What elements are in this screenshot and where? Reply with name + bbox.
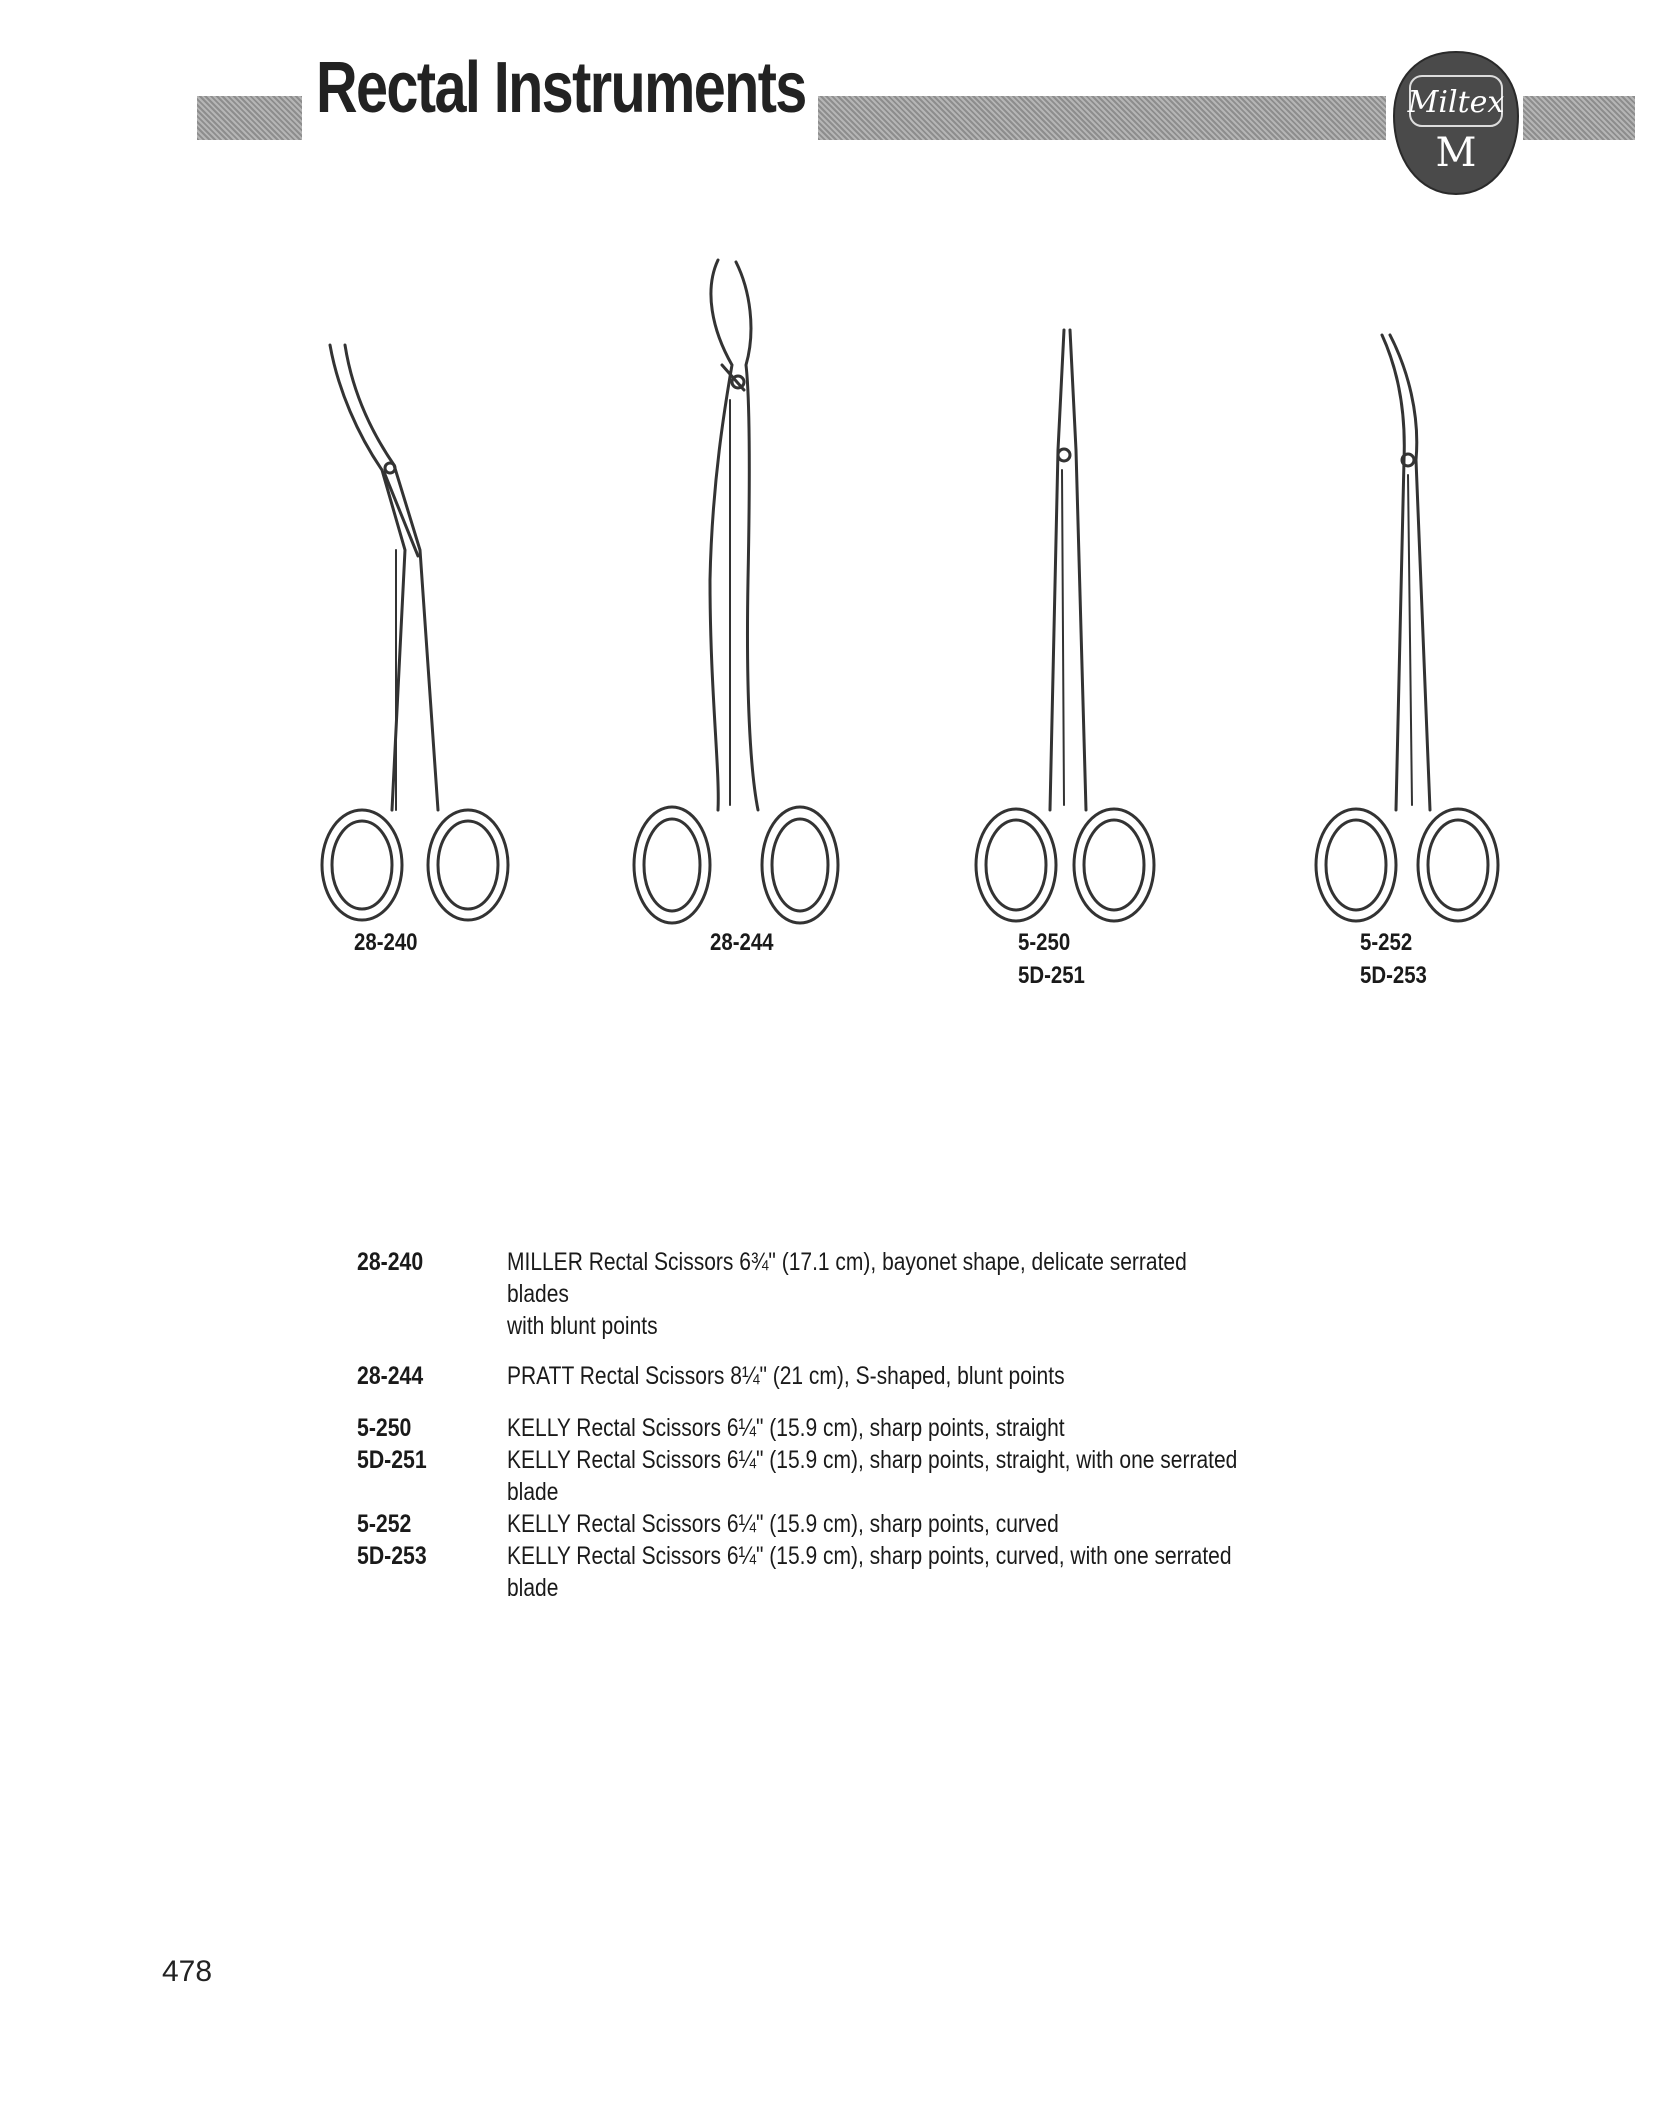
- catalog-number: 28-244: [357, 1362, 424, 1390]
- catalog-number: 5-250: [357, 1414, 412, 1442]
- catalog-description: KELLY Rectal Scissors 6¼" (15.9 cm), sharp points, curved: [507, 1510, 1059, 1538]
- catalog-row: [357, 1508, 1507, 1540]
- figure-label: 5D-253: [1360, 962, 1427, 989]
- header-bar-right: [1523, 96, 1635, 140]
- header-bar-middle: [818, 96, 1386, 140]
- logo-script: Miltex: [1407, 85, 1505, 120]
- miller-scissors-illustration: [300, 250, 560, 956]
- catalog-number: 5D-251: [357, 1446, 427, 1474]
- kelly-curved-scissors-illustration: [1280, 250, 1540, 989]
- kelly-straight-scissors-illustration: [940, 250, 1200, 989]
- catalog-number: 28-240: [357, 1248, 424, 1276]
- catalog-row: [357, 1412, 1507, 1444]
- catalog-row: [357, 1246, 1507, 1342]
- catalog-list: [357, 1246, 1507, 1604]
- figure-label: 28-240: [354, 929, 418, 956]
- catalog-description: KELLY Rectal Scissors 6¼" (15.9 cm), sharp points, curved, with one serrated blade: [507, 1542, 1232, 1602]
- catalog-description: MILLER Rectal Scissors 6¾" (17.1 cm), bayonet shape, delicate serrated blades with blunt points: [507, 1248, 1187, 1340]
- figure-label: 28-244: [710, 929, 774, 956]
- catalog-description: PRATT Rectal Scissors 8¼" (21 cm), S-shaped, blunt points: [507, 1362, 1065, 1390]
- figure-label: 5-252: [1360, 929, 1413, 956]
- catalog-row: [357, 1540, 1507, 1604]
- catalog-number: 5-252: [357, 1510, 412, 1538]
- header-bar-left: [197, 96, 302, 140]
- page-title: Rectal Instruments: [316, 48, 806, 128]
- catalog-description: KELLY Rectal Scissors 6¼" (15.9 cm), sharp points, straight: [507, 1414, 1065, 1442]
- logo-letter: M: [1435, 130, 1477, 176]
- catalog-row: [357, 1444, 1507, 1508]
- miltex-logo: [1390, 48, 1522, 198]
- page-number: 478: [162, 1955, 213, 1988]
- catalog-number: 5D-253: [357, 1542, 427, 1570]
- catalog-row: [357, 1360, 1507, 1392]
- catalog-description: KELLY Rectal Scissors 6¼" (15.9 cm), sharp points, straight, with one serrated blade: [507, 1446, 1238, 1506]
- pratt-scissors-illustration: [600, 250, 860, 956]
- figure-label: 5-250: [1018, 929, 1071, 956]
- figure-label: 5D-251: [1018, 962, 1085, 989]
